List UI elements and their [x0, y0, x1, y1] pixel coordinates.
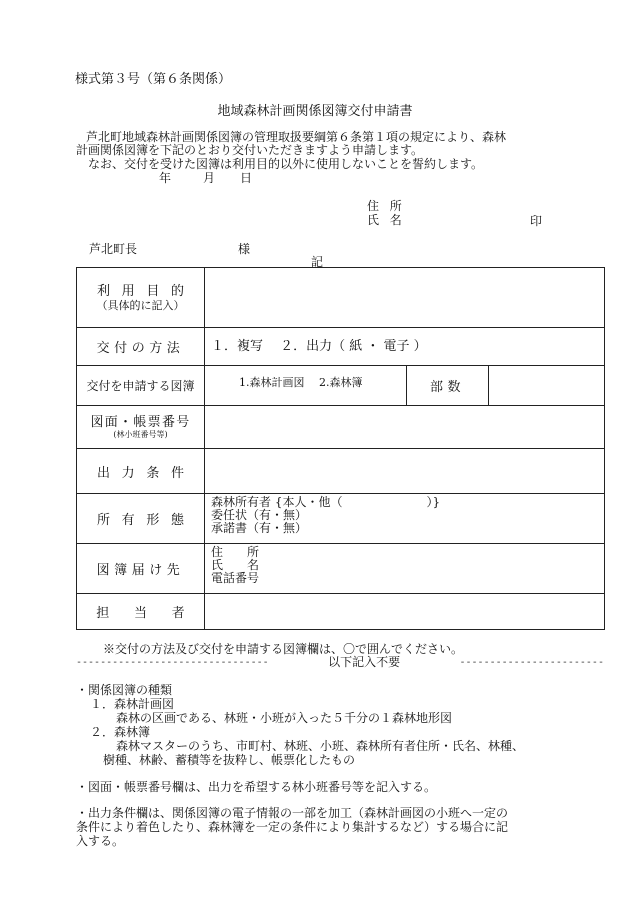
divider	[76, 655, 604, 669]
register-field[interactable]	[205, 544, 605, 594]
register-phone: 電話番号	[211, 571, 260, 585]
divider-right: ------------------------	[459, 656, 604, 668]
output-note-1: ・出力条件欄は、関係図簿の電子情報の一部を加工（森林計画図の小班へ一定の	[76, 806, 509, 820]
item1-title: １．森林計画図	[90, 697, 175, 711]
item1-description: 森林の区画である、林班・小班が入った５千分の１森林地形図	[116, 711, 453, 725]
method-options: １．複写 ２．出力（ 紙 ・ 電子 ）	[211, 339, 427, 354]
staff-field[interactable]	[205, 594, 605, 630]
register-address: 住 所	[211, 545, 260, 559]
map-number-field[interactable]	[205, 406, 605, 449]
addressee-honorific: 様	[238, 242, 251, 256]
map-number-label: 図面・帳票番号	[90, 414, 191, 430]
method-field[interactable]	[205, 328, 605, 366]
register-label: 図簿届け先	[96, 563, 185, 578]
row-docs	[77, 366, 605, 406]
row-register	[77, 544, 605, 594]
intro-line-2: 計画関係図簿を下記のとおり交付いただきますよう申請します。	[76, 143, 424, 157]
output-note-3: 入する。	[76, 834, 125, 848]
docs-label: 交付を申請する図簿	[77, 366, 205, 406]
map-number-sub-label: (林小班番号等)	[113, 429, 168, 439]
ownership-line-owner: 森林所有者 {本人・他（ ）}	[211, 495, 441, 509]
addressee-name: 芦北町長	[89, 242, 138, 256]
circle-instruction-note: ※交付の方法及び交付を申請する図簿欄は、〇で囲んでください。	[103, 642, 464, 656]
page-title: 地域森林計画関係図簿交付申請書	[217, 104, 413, 119]
output-label-cell	[77, 449, 205, 494]
row-ownership	[77, 494, 605, 544]
output-note-2: 条件により着色したり、森林簿を一定の条件により集計するなど）する場合に記	[76, 820, 509, 834]
row-purpose	[77, 268, 605, 328]
item2-description-1: 森林マスターのうち、市町村、林班、小班、森林所有者住所・氏名、林種、	[116, 739, 525, 753]
row-staff	[77, 594, 605, 630]
staff-label-cell	[77, 594, 210, 630]
intro-line-3: なお、交付を受けた図簿は利用目的以外に使用しないことを誓約します。	[88, 157, 484, 171]
method-label-cell	[77, 328, 205, 366]
map-number-note: ・図面・帳票番号欄は、出力を希望する林小班番号等を記入する。	[76, 780, 437, 794]
divider-left: --------------------------------	[76, 656, 269, 668]
register-label-cell	[77, 544, 205, 594]
applicant-address-label: 住所	[367, 199, 413, 213]
applicant-name-label: 氏名	[367, 213, 413, 227]
purpose-label-cell	[77, 268, 205, 328]
register-name: 氏 名	[211, 558, 260, 572]
map-number-label-cell	[77, 406, 205, 449]
docs-field[interactable]	[205, 366, 407, 406]
intro-line-1: 芦北町地域森林計画関係図簿の管理取扱要綱第６条第１項の規定により、森林	[86, 130, 507, 144]
item2-title: ２．森林簿	[90, 725, 151, 739]
row-method	[77, 328, 605, 366]
date-day: 日	[240, 171, 253, 185]
ownership-line-proxy: 委任状（有・無）	[211, 508, 308, 522]
date-year: 年	[159, 171, 172, 185]
item2-description-2: 樹種、林齢、蓄積等を抜粋し、帳票化したもの	[103, 753, 356, 767]
date-month: 月	[203, 171, 216, 185]
divider-label: 以下記入不要	[328, 655, 401, 669]
ownership-line-consent: 承諾書（有・無）	[211, 521, 308, 535]
ki-heading: 記	[311, 255, 324, 269]
row-map-number	[77, 406, 605, 449]
seal-mark: 印	[530, 214, 543, 228]
copies-label: 部数	[429, 380, 466, 395]
purpose-sub-label: （具体的に記入）	[96, 298, 185, 312]
docs-options: 1.森林計画図 2.森林簿	[239, 375, 363, 389]
ownership-label-cell	[77, 494, 205, 544]
form-number: 様式第３号（第６条関係）	[75, 72, 232, 87]
ownership-label: 所有形態	[96, 513, 196, 528]
purpose-label: 利用目的	[96, 283, 196, 299]
copies-label-cell	[407, 366, 489, 406]
staff-label: 担当者	[96, 606, 210, 621]
output-label: 出力条件	[96, 465, 196, 481]
row-output	[77, 449, 605, 494]
copies-field[interactable]	[489, 366, 605, 406]
ownership-field[interactable]	[205, 494, 605, 544]
output-field[interactable]	[205, 449, 605, 494]
purpose-field[interactable]	[205, 268, 605, 328]
types-title: ・関係図簿の種類	[76, 683, 173, 697]
method-label: 交付の方法	[96, 341, 185, 356]
application-form-table	[76, 267, 605, 630]
